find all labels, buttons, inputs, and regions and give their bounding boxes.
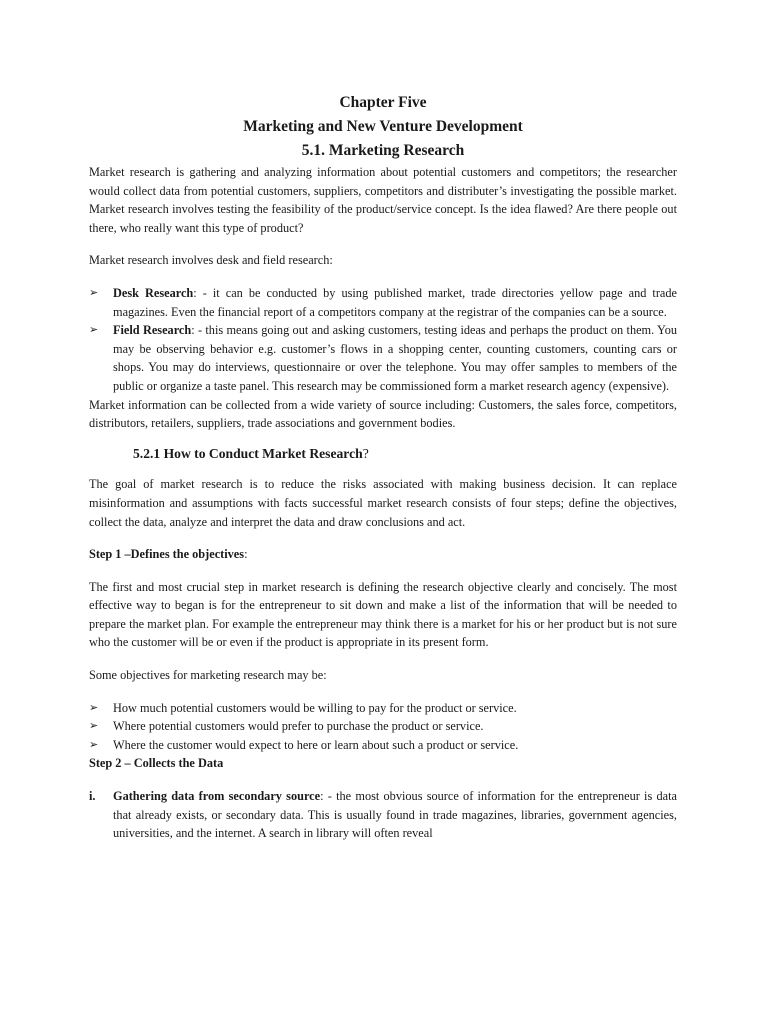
list-item — [89, 787, 677, 843]
list-item — [89, 736, 677, 755]
list-item-number: i. — [89, 789, 96, 804]
step2-heading: Step 2 – Collects the Data — [89, 756, 224, 771]
document-page — [89, 90, 677, 843]
desk-field-intro: Market research involves desk and field research: — [89, 253, 333, 268]
list-item — [89, 699, 677, 718]
list-item-text: How much potential customers would be willing to pay for the product or service. — [113, 700, 517, 715]
list-item-text: : - this means going out and asking customers, testing ideas and perhaps the product on them. You may be observing behavior e.g. customer’s flows in a shopping center, counting customers, counting cars or shops. You may do interviews, questionnaire or over the telephone. You may offer samples to members of the public or organize a taste panel. This research may be commissioned form a market research agency (expensive). — [113, 323, 677, 393]
subsection-heading — [133, 445, 677, 464]
list-item — [89, 321, 677, 395]
list-item-text: Where potential customers would prefer to purchase the product or service. — [113, 719, 484, 734]
market-info-paragraph: Market information can be collected from a wide variety of source including: Customers, the sales force, competitors, distributors, retailers, suppliers, trade associations and government bodies. — [89, 397, 677, 431]
subsection-suffix: ? — [362, 445, 369, 461]
goal-paragraph: The goal of market research is to reduce the risks associated with making business decision. It can replace misinformation and assumptions with facts successful market research consists of four steps; define the objectives, collect the data, analyze and interpret the data and draw conclusions and act. — [89, 477, 677, 529]
chapter-title: Marketing and New Venture Development — [243, 118, 523, 135]
section-heading: 5.1. Marketing Research — [301, 142, 465, 159]
arrowhead-bullet-icon: ➢ — [89, 720, 99, 733]
objectives-list — [89, 699, 677, 755]
arrowhead-bullet-icon: ➢ — [89, 286, 99, 299]
step1-paragraph: The first and most crucial step in market research is defining the research objective clearly and concisely. The most effective way to began is for the entrepreneur to sit down and make a list of the information that will be needed to prepare the market plan. For example the entrepreneur may think there is a market for his or her product but is not sure who the customer will be or even if the product is appropriate in its present form. — [89, 579, 677, 650]
list-item-term: Field Research — [113, 323, 192, 338]
chapter-heading: Chapter Five — [339, 94, 427, 111]
subsection-title: 5.2.1 How to Conduct Market Research — [133, 445, 363, 461]
step1-heading — [89, 545, 677, 564]
step1-title: Step 1 –Defines the objectives — [89, 547, 245, 562]
step2-list — [89, 787, 677, 843]
objectives-intro: Some objectives for marketing research may be: — [89, 668, 327, 683]
arrowhead-bullet-icon: ➢ — [89, 701, 99, 714]
intro-paragraph: Market research is gathering and analyzing information about potential customers and competitors; the researcher would collect data from potential customers, suppliers, competitors and distributer’s investigating the possible market. Market research involves testing the feasibility of the product/service concept. Is the idea flawed? Are there people out there, who really want this type of product? — [89, 165, 677, 235]
list-item-text: : - it can be conducted by using published market, trade directories yellow page and trade magazines. Even the financial report of a competitors company at the registrar of the companies can be a source. — [113, 285, 677, 319]
list-item — [89, 284, 677, 321]
arrowhead-bullet-icon: ➢ — [89, 738, 99, 751]
step1-suffix: : — [244, 547, 248, 562]
arrowhead-bullet-icon: ➢ — [89, 324, 99, 337]
list-item-term: Desk Research — [113, 285, 194, 300]
list-item — [89, 717, 677, 736]
list-item-text: : - the most obvious source of information for the entrepreneur is data that already exists, or secondary data. This is usually found in trade magazines, libraries, government agencies, universities, and the internet. A search in library will often reveal — [113, 789, 677, 841]
research-types-list — [89, 284, 677, 396]
list-item-text: Where the customer would expect to here or learn about such a product or service. — [113, 737, 519, 752]
list-item-term: Gathering data from secondary source — [113, 789, 321, 804]
